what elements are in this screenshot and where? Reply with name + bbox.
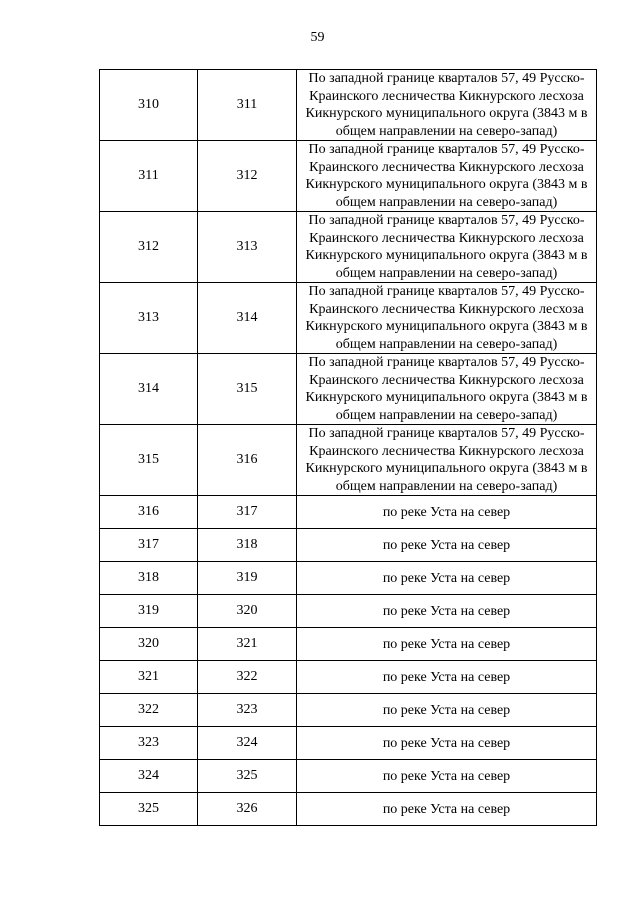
to-point: 313 xyxy=(198,212,297,283)
boundary-description: по реке Уста на север xyxy=(297,793,597,826)
from-point: 313 xyxy=(100,283,198,354)
boundary-description: по реке Уста на север xyxy=(297,595,597,628)
boundary-description: по реке Уста на север xyxy=(297,727,597,760)
to-point: 324 xyxy=(198,727,297,760)
from-point: 321 xyxy=(100,661,198,694)
table-row xyxy=(100,628,597,661)
to-point: 315 xyxy=(198,354,297,425)
from-point: 323 xyxy=(100,727,198,760)
boundary-description: по реке Уста на север xyxy=(297,529,597,562)
table-row xyxy=(100,727,597,760)
to-point: 323 xyxy=(198,694,297,727)
table-row xyxy=(100,141,597,212)
boundary-description: По западной границе кварталов 57, 49 Русско-Краинского лесничества Кикнурского лесхоза Кикнурского муниципального округа (3843 м в общем направлении на северо-запад) xyxy=(297,212,597,283)
from-point: 319 xyxy=(100,595,198,628)
to-point: 318 xyxy=(198,529,297,562)
table-row xyxy=(100,70,597,141)
to-point: 319 xyxy=(198,562,297,595)
from-point: 324 xyxy=(100,760,198,793)
to-point: 326 xyxy=(198,793,297,826)
to-point: 325 xyxy=(198,760,297,793)
table-row xyxy=(100,496,597,529)
table-row xyxy=(100,694,597,727)
table-row xyxy=(100,529,597,562)
boundary-table xyxy=(99,69,597,826)
from-point: 311 xyxy=(100,141,198,212)
boundary-description: По западной границе кварталов 57, 49 Русско-Краинского лесничества Кикнурского лесхоза Кикнурского муниципального округа (3843 м в общем направлении на северо-запад) xyxy=(297,283,597,354)
table-row xyxy=(100,354,597,425)
from-point: 315 xyxy=(100,425,198,496)
table-row xyxy=(100,562,597,595)
to-point: 321 xyxy=(198,628,297,661)
from-point: 320 xyxy=(100,628,198,661)
from-point: 318 xyxy=(100,562,198,595)
from-point: 314 xyxy=(100,354,198,425)
boundary-description: По западной границе кварталов 57, 49 Русско-Краинского лесничества Кикнурского лесхоза Кикнурского муниципального округа (3843 м в общем направлении на северо-запад) xyxy=(297,141,597,212)
to-point: 312 xyxy=(198,141,297,212)
to-point: 311 xyxy=(198,70,297,141)
table-row xyxy=(100,661,597,694)
table-row xyxy=(100,212,597,283)
boundary-description: по реке Уста на север xyxy=(297,628,597,661)
from-point: 322 xyxy=(100,694,198,727)
boundary-description: по реке Уста на север xyxy=(297,661,597,694)
to-point: 322 xyxy=(198,661,297,694)
boundary-description: по реке Уста на север xyxy=(297,694,597,727)
boundary-description: по реке Уста на север xyxy=(297,562,597,595)
from-point: 316 xyxy=(100,496,198,529)
boundary-description: по реке Уста на север xyxy=(297,760,597,793)
table-row xyxy=(100,283,597,354)
boundary-description: По западной границе кварталов 57, 49 Русско-Краинского лесничества Кикнурского лесхоза Кикнурского муниципального округа (3843 м в общем направлении на северо-запад) xyxy=(297,354,597,425)
boundary-description: По западной границе кварталов 57, 49 Русско-Краинского лесничества Кикнурского лесхоза Кикнурского муниципального округа (3843 м в общем направлении на северо-запад) xyxy=(297,70,597,141)
table-row xyxy=(100,595,597,628)
to-point: 317 xyxy=(198,496,297,529)
page-number: 59 xyxy=(310,30,325,45)
table-row xyxy=(100,425,597,496)
to-point: 320 xyxy=(198,595,297,628)
to-point: 316 xyxy=(198,425,297,496)
boundary-description: по реке Уста на север xyxy=(297,496,597,529)
to-point: 314 xyxy=(198,283,297,354)
from-point: 325 xyxy=(100,793,198,826)
from-point: 312 xyxy=(100,212,198,283)
from-point: 317 xyxy=(100,529,198,562)
table-row xyxy=(100,793,597,826)
table-row xyxy=(100,760,597,793)
from-point: 310 xyxy=(100,70,198,141)
boundary-description: По западной границе кварталов 57, 49 Русско-Краинского лесничества Кикнурского лесхоза Кикнурского муниципального округа (3843 м в общем направлении на северо-запад) xyxy=(297,425,597,496)
